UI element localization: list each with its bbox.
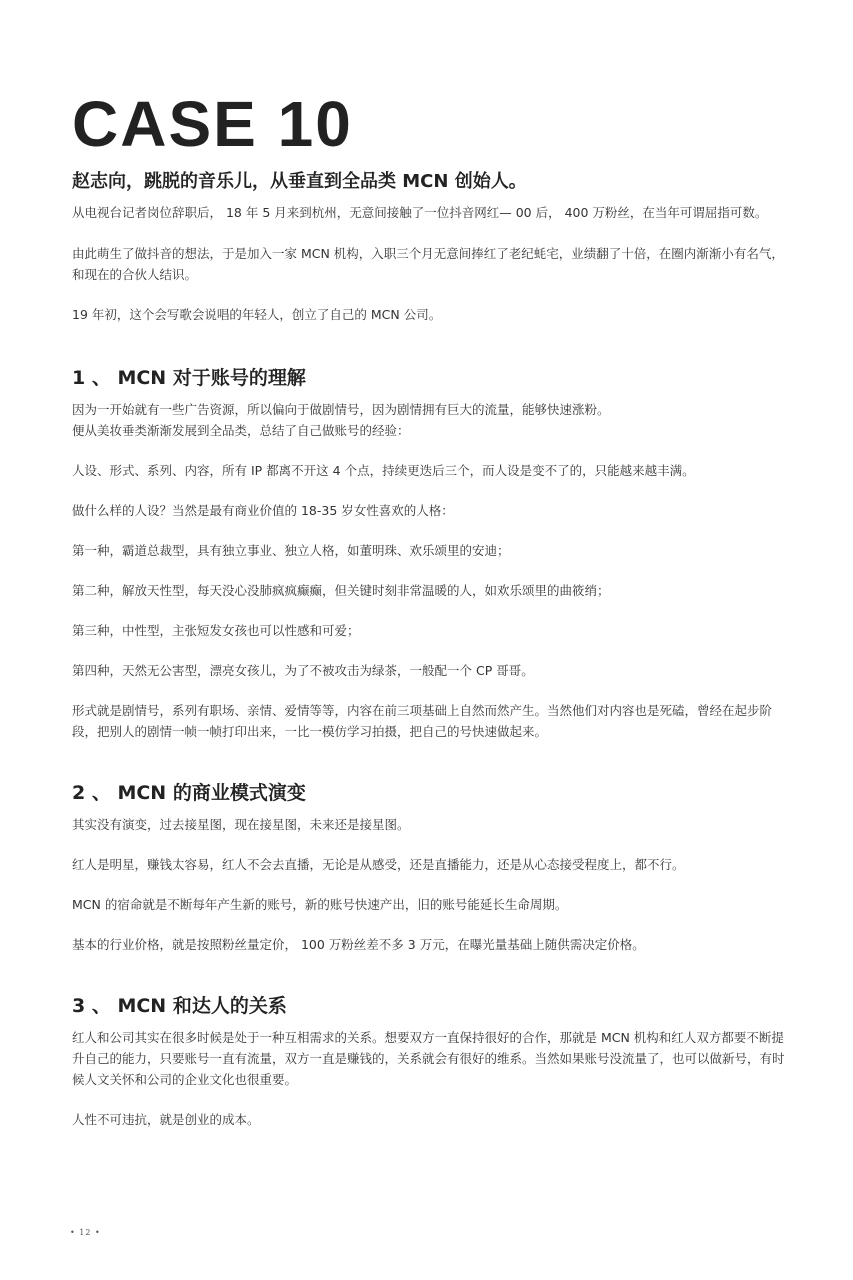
intro-paragraph-3: 19 年初，这个会写歌会说唱的年轻人，创立了自己的 MCN 公司。 [72, 307, 442, 322]
section-3-paragraph: 人性不可违抗，就是创业的成本。 [72, 1112, 260, 1127]
section-3-paragraph: 红人和公司其实在很多时候是处于一种互相需求的关系。想要双方一直保持很好的合作，那就是 MCN 机构和红人双方都要不断提升自己的能力，只要账号一直有流量，双方一直是赚钱的，关系就会有很好的维系。当然如果账号没流量了，也可以做新号，有时候人文关怀和公司的企业文化也很重要。 [72, 1030, 785, 1087]
section-1-paragraph: 人设、形式、系列、内容，所有 IP 都离不开这 4 个点，持续更迭后三个，而人设是变不了的，只能越来越丰满。 [72, 463, 695, 478]
footer-dot-left: • [70, 1228, 76, 1237]
section-title-2: 2 、 MCN 的商业模式演变 [72, 782, 306, 804]
subtitle: 赵志向，跳脱的音乐儿，从垂直到全品类 MCN 创始人。 [72, 171, 527, 192]
section-1-paragraph: 形式就是剧情号，系列有职场、亲情、爱情等等，内容在前三项基础上自然而然产生。当然他们对内容也是死磕，曾经在起步阶段，把别人的剧情一帧一帧打印出来，一比一模仿学习拍摄，把自己的号快速做起来。 [72, 703, 773, 739]
section-1-paragraph: 第三种，中性型，主张短发女孩也可以性感和可爱； [72, 623, 360, 638]
section-2-paragraph: MCN 的宿命就是不断每年产生新的账号，新的账号快速产出，旧的账号能延长生命周期。 [72, 897, 568, 912]
case-title: CASE 10 [72, 88, 353, 160]
section-title-1: 1 、 MCN 对于账号的理解 [72, 367, 306, 389]
section-1-paragraph: 第二种，解放天性型，每天没心没肺疯疯癫癫，但关键时刻非常温暖的人，如欢乐颂里的曲筱绡； [72, 583, 610, 598]
section-2-paragraph: 其实没有演变，过去接星图，现在接星图，未来还是接星图。 [72, 817, 410, 832]
section-1-paragraph: 第一种，霸道总裁型，具有独立事业、独立人格，如董明珠、欢乐颂里的安迪； [72, 543, 510, 558]
section-2-paragraph: 基本的行业价格，就是按照粉丝量定价， 100 万粉丝差不多 3 万元，在曝光量基础上随供需决定价格。 [72, 937, 645, 952]
page-footer [70, 1228, 101, 1237]
intro-paragraph-1: 从电视台记者岗位辞职后， 18 年 5 月来到杭州，无意间接触了一位抖音网红— 00 后， 400 万粉丝，在当年可谓屈指可数。 [72, 205, 768, 220]
section-title-3: 3 、 MCN 和达人的关系 [72, 995, 287, 1017]
page-content [72, 88, 792, 1130]
section-1-paragraph: 因为一开始就有一些广告资源，所以偏向于做剧情号，因为剧情拥有巨大的流量，能够快速涨粉。 [72, 402, 610, 417]
section-1-paragraph: 做什么样的人设？当然是最有商业价值的 18-35 岁女性喜欢的人格： [72, 503, 454, 518]
page-number: 12 [79, 1228, 92, 1237]
footer-dot-right: • [95, 1228, 101, 1237]
section-2-paragraph: 红人是明星，赚钱太容易，红人不会去直播，无论是从感受，还是直播能力，还是从心态接受程度上，都不行。 [72, 857, 685, 872]
section-1-paragraph: 第四种，天然无公害型，漂亮女孩儿，为了不被攻击为绿茶，一般配一个 CP 哥哥。 [72, 663, 534, 678]
section-1-paragraph: 便从美妆垂类渐渐发展到全品类，总结了自己做账号的经验： [72, 423, 410, 438]
intro-paragraph-2: 由此萌生了做抖音的想法，于是加入一家 MCN 机构，入职三个月无意间捧红了老纪蚝宅，业绩翻了十倍，在圈内渐渐小有名气，和现在的合伙人结识。 [72, 246, 784, 282]
